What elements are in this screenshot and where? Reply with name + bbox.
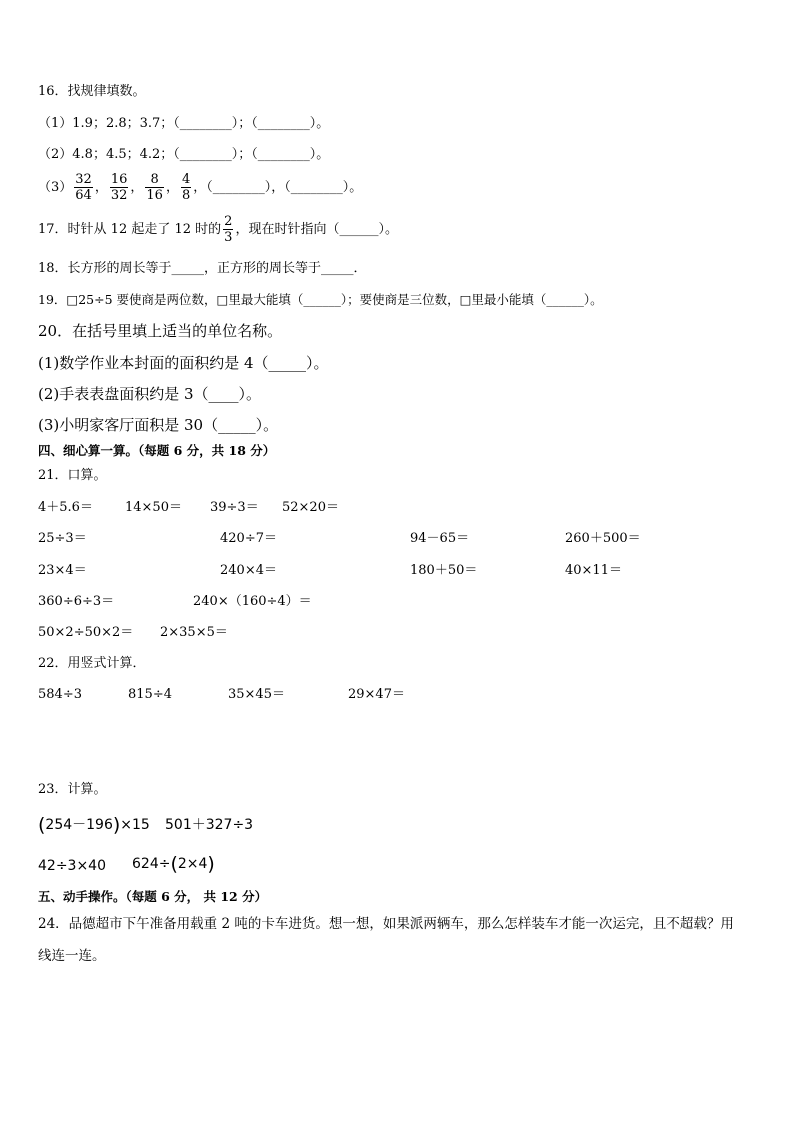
fraction [74,172,93,203]
vertical-calc-item: 584÷3 [38,687,82,702]
vertical-calc-item: 815÷4 [128,687,172,702]
calc-item: 2×35×5＝ [160,625,228,640]
q20-line-1: (1)数学作业本封面的面积约是 4（_____）。 [38,354,329,372]
q16-line-1: （1）1.9；2.8；3.7；（________）；（________）。 [38,116,330,131]
fraction [110,172,129,203]
left-paren: ( [38,814,46,836]
fraction [181,172,191,203]
calc-item: 50×2÷50×2＝ [38,625,134,640]
calc-item: 94－65＝ [410,531,470,546]
calc-item: 52×20＝ [282,500,339,515]
q16-line-3-suffix: ，（________），（________）。 [193,180,363,195]
expr-head: 624÷ [132,856,171,872]
calc-item: 4＋5.6＝ [38,500,93,515]
q16-title: 16．找规律填数。 [38,84,146,99]
q23-title: 23．计算。 [38,782,107,797]
q23-expr-2: 501＋327÷3 [165,817,254,833]
q16-line-3-prefix: （3） [38,180,73,195]
q17-before: 17．时针从 12 起走了 12 时的 [38,222,222,237]
fraction-numerator: 2 [224,214,233,229]
calc-item: 420÷7＝ [220,531,277,546]
calc-item: 25÷3＝ [38,531,87,546]
left-paren: ( [170,853,178,875]
separator: ， [130,180,144,195]
calc-item: 14×50＝ [125,500,182,515]
q24-line-2: 线连一连。 [38,948,106,964]
fraction-denominator: 16 [146,188,163,203]
expr-rest: ×15 [120,817,150,833]
fraction-numerator: 16 [110,172,128,187]
q21-title: 21．口算。 [38,468,107,483]
q16-line-3 [38,170,362,206]
calc-item: 23×4＝ [38,563,87,578]
calc-item: 40×11＝ [565,563,622,578]
separator: ， [165,180,179,195]
q23-expr-4 [132,853,215,875]
q23-expr-1 [38,814,150,836]
expr-inner: 254－196 [45,817,113,833]
calc-item: 39÷3＝ [210,500,259,515]
q19-line: 19．□25÷5 要使商是两位数，□里最大能填（______）；要使商是三位数，□里最小能填（______）。 [38,292,603,307]
right-paren: ) [207,853,215,875]
separator: ， [94,180,108,195]
fraction [145,172,164,203]
fraction-denominator: 64 [75,188,92,203]
fraction-numerator: 4 [181,172,191,187]
calc-item: 360÷6÷3＝ [38,594,115,609]
calc-item: 180＋50＝ [410,563,478,578]
fraction-denominator: 32 [110,188,128,203]
expr-inner: 2×4 [177,856,208,872]
q24-line-1: 24．品德超市下午准备用载重 2 吨的卡车进货。想一想，如果派两辆车，那么怎样装车才能一次运完，且不超载？用 [38,916,734,932]
q18-line: 18．长方形的周长等于_____，正方形的周长等于_____． [38,261,367,276]
q23-expr-3: 42÷3×40 [38,858,106,874]
q20-title: 20．在括号里填上适当的单位名称。 [38,322,283,340]
fraction [223,214,233,245]
calc-item: 240×（160÷4）＝ [193,594,312,609]
fraction-numerator: 32 [75,172,92,187]
fraction-numerator: 8 [145,172,164,188]
fraction-denominator: 3 [224,230,233,245]
right-paren: ) [112,814,121,836]
calc-item: 260＋500＝ [565,531,641,546]
q17-line [38,212,398,248]
vertical-calc-item: 29×47＝ [348,687,405,702]
vertical-calc-item: 35×45＝ [228,687,285,702]
section-4-heading: 四、细心算一算。（每题 6 分，共 18 分） [38,443,276,458]
q17-after: ，现在时针指向（______）。 [235,222,398,237]
q20-line-2: (2)手表表盘面积约是 3（____）。 [38,385,262,403]
q20-line-3: (3)小明家客厅面积是 30（_____）。 [38,416,279,434]
q16-line-2: （2）4.8；4.5；4.2；（________）；（________）。 [38,147,330,162]
fraction-denominator: 8 [181,188,191,203]
calc-item: 240×4＝ [220,563,277,578]
section-5-heading: 五、动手操作。（每题 6 分， 共 12 分） [38,889,268,904]
q22-title: 22．用竖式计算． [38,656,146,671]
